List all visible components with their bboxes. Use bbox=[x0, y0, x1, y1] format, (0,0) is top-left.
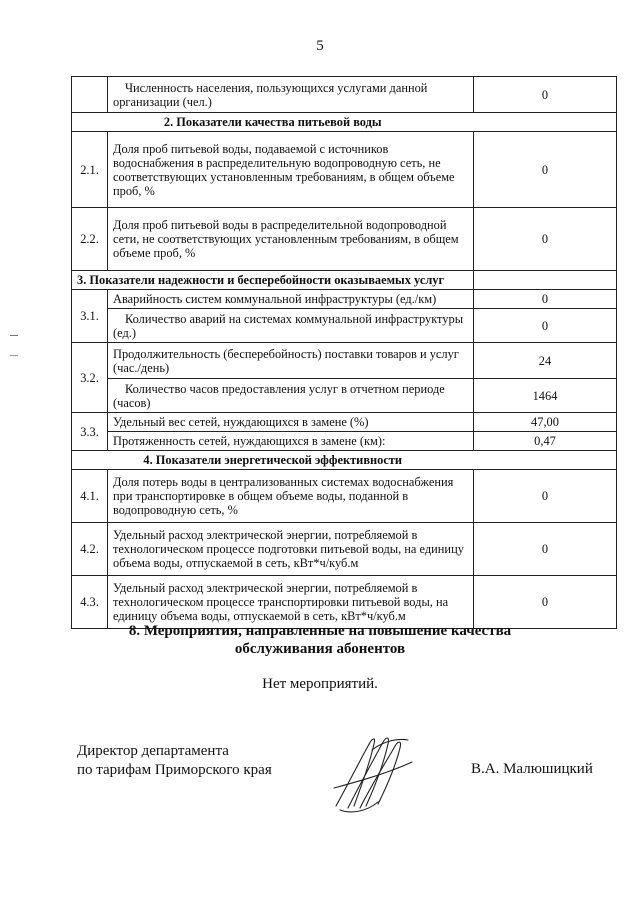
row-value: 0 bbox=[474, 309, 617, 343]
row-label: Удельный расход электрической энергии, потребляемой в технологическом процессе транспортировки питьевой воды, на единицу объема воды, отпускаемой в сеть, кВт*ч/куб.м bbox=[108, 576, 474, 629]
row-value: 0 bbox=[474, 523, 617, 576]
table-row bbox=[72, 379, 617, 413]
table-row bbox=[72, 132, 617, 208]
margin-mark bbox=[10, 335, 18, 336]
row-label: Количество часов предоставления услуг в отчетном периоде (часов) bbox=[108, 379, 474, 413]
table-row bbox=[72, 290, 617, 309]
section-header-row bbox=[72, 113, 617, 132]
row-number-cell bbox=[72, 77, 108, 113]
row-number: 2.2. bbox=[72, 208, 108, 271]
position-line1: Директор департамента bbox=[77, 743, 229, 759]
row-value: 47,00 bbox=[474, 413, 617, 432]
row-number: 3.3. bbox=[72, 413, 108, 451]
table-row bbox=[72, 432, 617, 451]
section-header-row bbox=[72, 271, 617, 290]
row-label: Удельный вес сетей, нуждающихся в замене (%) bbox=[108, 413, 474, 432]
population-value: 0 bbox=[474, 77, 617, 113]
row-value: 0 bbox=[474, 470, 617, 523]
row-label: Протяженность сетей, нуждающихся в замене (км): bbox=[108, 432, 474, 451]
table-row bbox=[72, 470, 617, 523]
row-number: 4.3. bbox=[72, 576, 108, 629]
row-value: 0 bbox=[474, 208, 617, 271]
row-number: 3.2. bbox=[72, 343, 108, 413]
page-number: 5 bbox=[316, 38, 324, 54]
signatory-name: В.А. Малюшицкий bbox=[471, 761, 593, 777]
section8-title bbox=[0, 622, 640, 658]
row-label: Доля потерь воды в централизованных системах водоснабжения при транспортировке в общем объеме воды, поданной в водопроводную сеть, % bbox=[108, 470, 474, 523]
table-row bbox=[72, 309, 617, 343]
table-row bbox=[72, 208, 617, 271]
row-label: Доля проб питьевой воды в распределительной водопроводной сети, не соответствующих установленным требованиям, в общем объеме проб, % bbox=[108, 208, 474, 271]
row-value: 24 bbox=[474, 343, 617, 379]
row-label: Удельный расход электрической энергии, потребляемой в технологическом процессе подготовки питьевой воды, на единицу объема воды, отпускаемой в сеть, кВт*ч/куб.м bbox=[108, 523, 474, 576]
margin-mark bbox=[10, 355, 18, 356]
indicators-table bbox=[71, 76, 617, 629]
row-label: Количество аварий на системах коммунальной инфраструктуры (ед.) bbox=[108, 309, 474, 343]
population-label: Численность населения, пользующихся услугами данной организации (чел.) bbox=[108, 77, 474, 113]
section3-title: 3. Показатели надежности и бесперебойности оказываемых услуг bbox=[72, 271, 474, 290]
row-label: Аварийность систем коммунальной инфраструктуры (ед./км) bbox=[108, 290, 474, 309]
position-line2: по тарифам Приморского края bbox=[77, 762, 272, 778]
table-row bbox=[72, 576, 617, 629]
row-label: Продолжительность (бесперебойность) поставки товаров и услуг (час./день) bbox=[108, 343, 474, 379]
row-number: 3.1. bbox=[72, 290, 108, 343]
row-label: Доля проб питьевой воды, подаваемой с источников водоснабжения в распределительную водопроводную сеть, не соответствующих установленным требованиям, в общем объеме проб, % bbox=[108, 132, 474, 208]
row-number: 2.1. bbox=[72, 132, 108, 208]
row-number: 4.1. bbox=[72, 470, 108, 523]
row-number: 4.2. bbox=[72, 523, 108, 576]
table-row bbox=[72, 523, 617, 576]
handwritten-signature bbox=[326, 728, 416, 818]
section8-text: Нет мероприятий. bbox=[262, 676, 378, 692]
row-value: 0 bbox=[474, 290, 617, 309]
section8-title-line2: обслуживания абонентов bbox=[234, 641, 406, 657]
row-value: 0 bbox=[474, 132, 617, 208]
section4-title: 4. Показатели энергетической эффективности bbox=[72, 451, 474, 470]
table-row bbox=[72, 77, 617, 113]
table-row bbox=[72, 413, 617, 432]
table-row bbox=[72, 343, 617, 379]
row-value: 0 bbox=[474, 576, 617, 629]
signatory-position bbox=[77, 742, 272, 780]
row-value: 1464 bbox=[474, 379, 617, 413]
section-header-row bbox=[72, 451, 617, 470]
section2-title: 2. Показатели качества питьевой воды bbox=[72, 113, 474, 132]
row-value: 0,47 bbox=[474, 432, 617, 451]
section8-title-line1: 8. Мероприятия, направленные на повышение качества bbox=[128, 623, 512, 639]
